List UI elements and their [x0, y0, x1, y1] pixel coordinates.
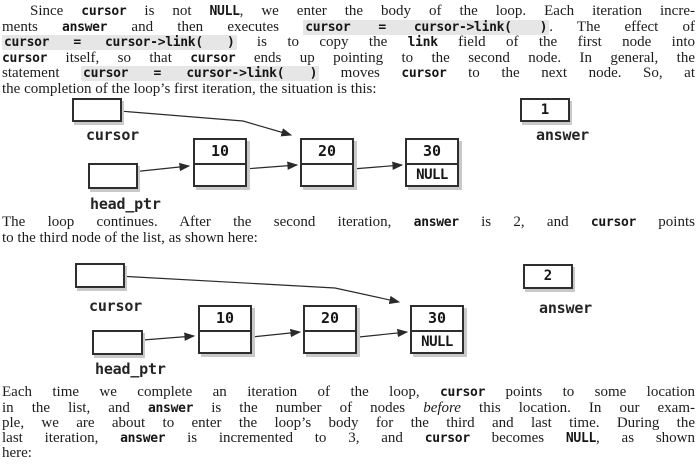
inline-code: cursor = cursor->link( ) — [83, 66, 318, 82]
inline-code: answer — [62, 19, 108, 35]
answer-label: answer — [539, 299, 592, 317]
text-segment: here: — [2, 445, 32, 462]
list-node-3 — [405, 138, 459, 187]
inline-code: NULL — [209, 4, 240, 19]
text-segment: is to copy the — [236, 34, 408, 51]
text-segment: points to some location — [485, 384, 695, 400]
text-line — [2, 20, 695, 36]
text-line — [2, 401, 695, 417]
paragraph-conclusion — [2, 385, 695, 461]
text-segment: points — [636, 214, 695, 230]
inline-code: link — [407, 35, 438, 51]
node-link-cell: NULL — [416, 167, 448, 183]
inline-code: cursor = cursor->link( ) — [305, 19, 548, 35]
text-line — [2, 51, 695, 67]
node-data-cell: 20 — [302, 140, 352, 165]
linked-list-diagram-1 — [0, 96, 700, 214]
text-segment: is not — [126, 3, 210, 19]
cursor-arrow — [100, 275, 399, 302]
head-ptr-pointer-box — [92, 330, 143, 355]
node-link-cell — [200, 332, 250, 352]
text-segment: in the list, and — [2, 399, 148, 416]
node-link-cell — [302, 165, 352, 185]
list-node-2 — [300, 138, 354, 187]
list-node-2 — [303, 305, 357, 354]
inline-code: answer — [148, 400, 194, 416]
text-line — [2, 4, 695, 20]
paragraph-continues — [2, 215, 695, 245]
list-node-1 — [198, 305, 252, 354]
text-segment: moves — [319, 65, 402, 82]
text-segment: . The effect of — [549, 18, 696, 35]
text-segment: to the third node of the list, as shown here: — [2, 229, 258, 246]
text-segment: statement — [2, 65, 82, 82]
text-line — [2, 385, 695, 401]
inline-code: cursor — [190, 50, 236, 66]
cursor-pointer-box — [72, 98, 122, 122]
text-line — [2, 431, 695, 447]
head-ptr-label: head_ptr — [95, 360, 166, 378]
cursor-pointer-box — [75, 263, 125, 288]
inline-code: cursor — [439, 385, 486, 400]
text-line — [2, 82, 695, 97]
node-data-cell: 30 — [412, 307, 462, 332]
text-segment: Each time we complete an iteration of the loop, — [2, 384, 440, 400]
text-segment: before — [423, 399, 461, 416]
text-segment: field of the first node into — [437, 34, 696, 51]
text-segment: is 2, and — [458, 214, 591, 230]
text-segment: , we enter the body of the loop. Each iteration incre- — [239, 3, 695, 19]
inline-code: answer — [120, 430, 166, 446]
inline-code: cursor = cursor->link( ) — [4, 35, 235, 51]
text-line — [2, 35, 695, 51]
text-segment: this location. In our exam- — [460, 399, 695, 416]
text-segment: is the number of nodes — [193, 399, 424, 416]
node-data-cell: 20 — [305, 307, 355, 332]
linked-list-diagram-2 — [0, 258, 700, 380]
text-segment: ments — [2, 18, 63, 35]
node-link-cell — [195, 165, 245, 185]
node-link-cell: NULL — [421, 334, 453, 350]
list-node-3 — [410, 305, 464, 354]
text-segment: the completion of the loop’s first iteration, the situation is this: — [2, 80, 377, 97]
text-segment: , as shown — [596, 429, 695, 446]
text-line — [2, 215, 695, 231]
inline-code: cursor — [81, 4, 127, 19]
inline-code: cursor — [2, 50, 48, 66]
inline-code: cursor — [401, 66, 447, 82]
head-ptr-label: head_ptr — [90, 195, 161, 213]
inline-code: NULL — [565, 430, 597, 446]
text-segment: to the next node. So, at — [446, 65, 696, 82]
node-data-cell: 10 — [200, 307, 250, 332]
text-segment: becomes — [469, 429, 566, 446]
text-segment: ple, we are about to enter the loop’s body for the third and last time. During the — [2, 415, 695, 432]
node-link-cell — [305, 332, 355, 352]
text-line — [2, 416, 695, 431]
text-segment: Since — [30, 3, 82, 19]
text-segment: is incremented to 3, and — [165, 429, 425, 446]
text-line — [2, 231, 695, 246]
text-segment: last iteration, — [2, 429, 121, 446]
node-data-cell: 10 — [195, 140, 245, 165]
answer-label: answer — [536, 126, 589, 144]
inline-code: answer — [413, 215, 459, 230]
node-data-cell: 30 — [407, 140, 457, 165]
text-segment: and then executes — [107, 18, 304, 35]
text-line — [2, 446, 695, 461]
text-segment: itself, so that — [47, 49, 191, 66]
answer-value-box: 1 — [520, 98, 570, 122]
text-line — [2, 66, 695, 82]
cursor-label: cursor — [89, 297, 142, 315]
text-segment: ends up pointing to the second node. In general, the — [235, 49, 695, 66]
paragraph-intro — [2, 4, 695, 97]
list-node-1 — [193, 138, 247, 187]
text-segment: The loop continues. After the second iteration, — [2, 214, 414, 230]
head-ptr-pointer-box — [88, 163, 138, 189]
answer-value-box: 2 — [523, 264, 573, 289]
inline-code: cursor — [424, 430, 470, 446]
cursor-label: cursor — [86, 126, 139, 144]
inline-code: cursor — [590, 215, 637, 230]
